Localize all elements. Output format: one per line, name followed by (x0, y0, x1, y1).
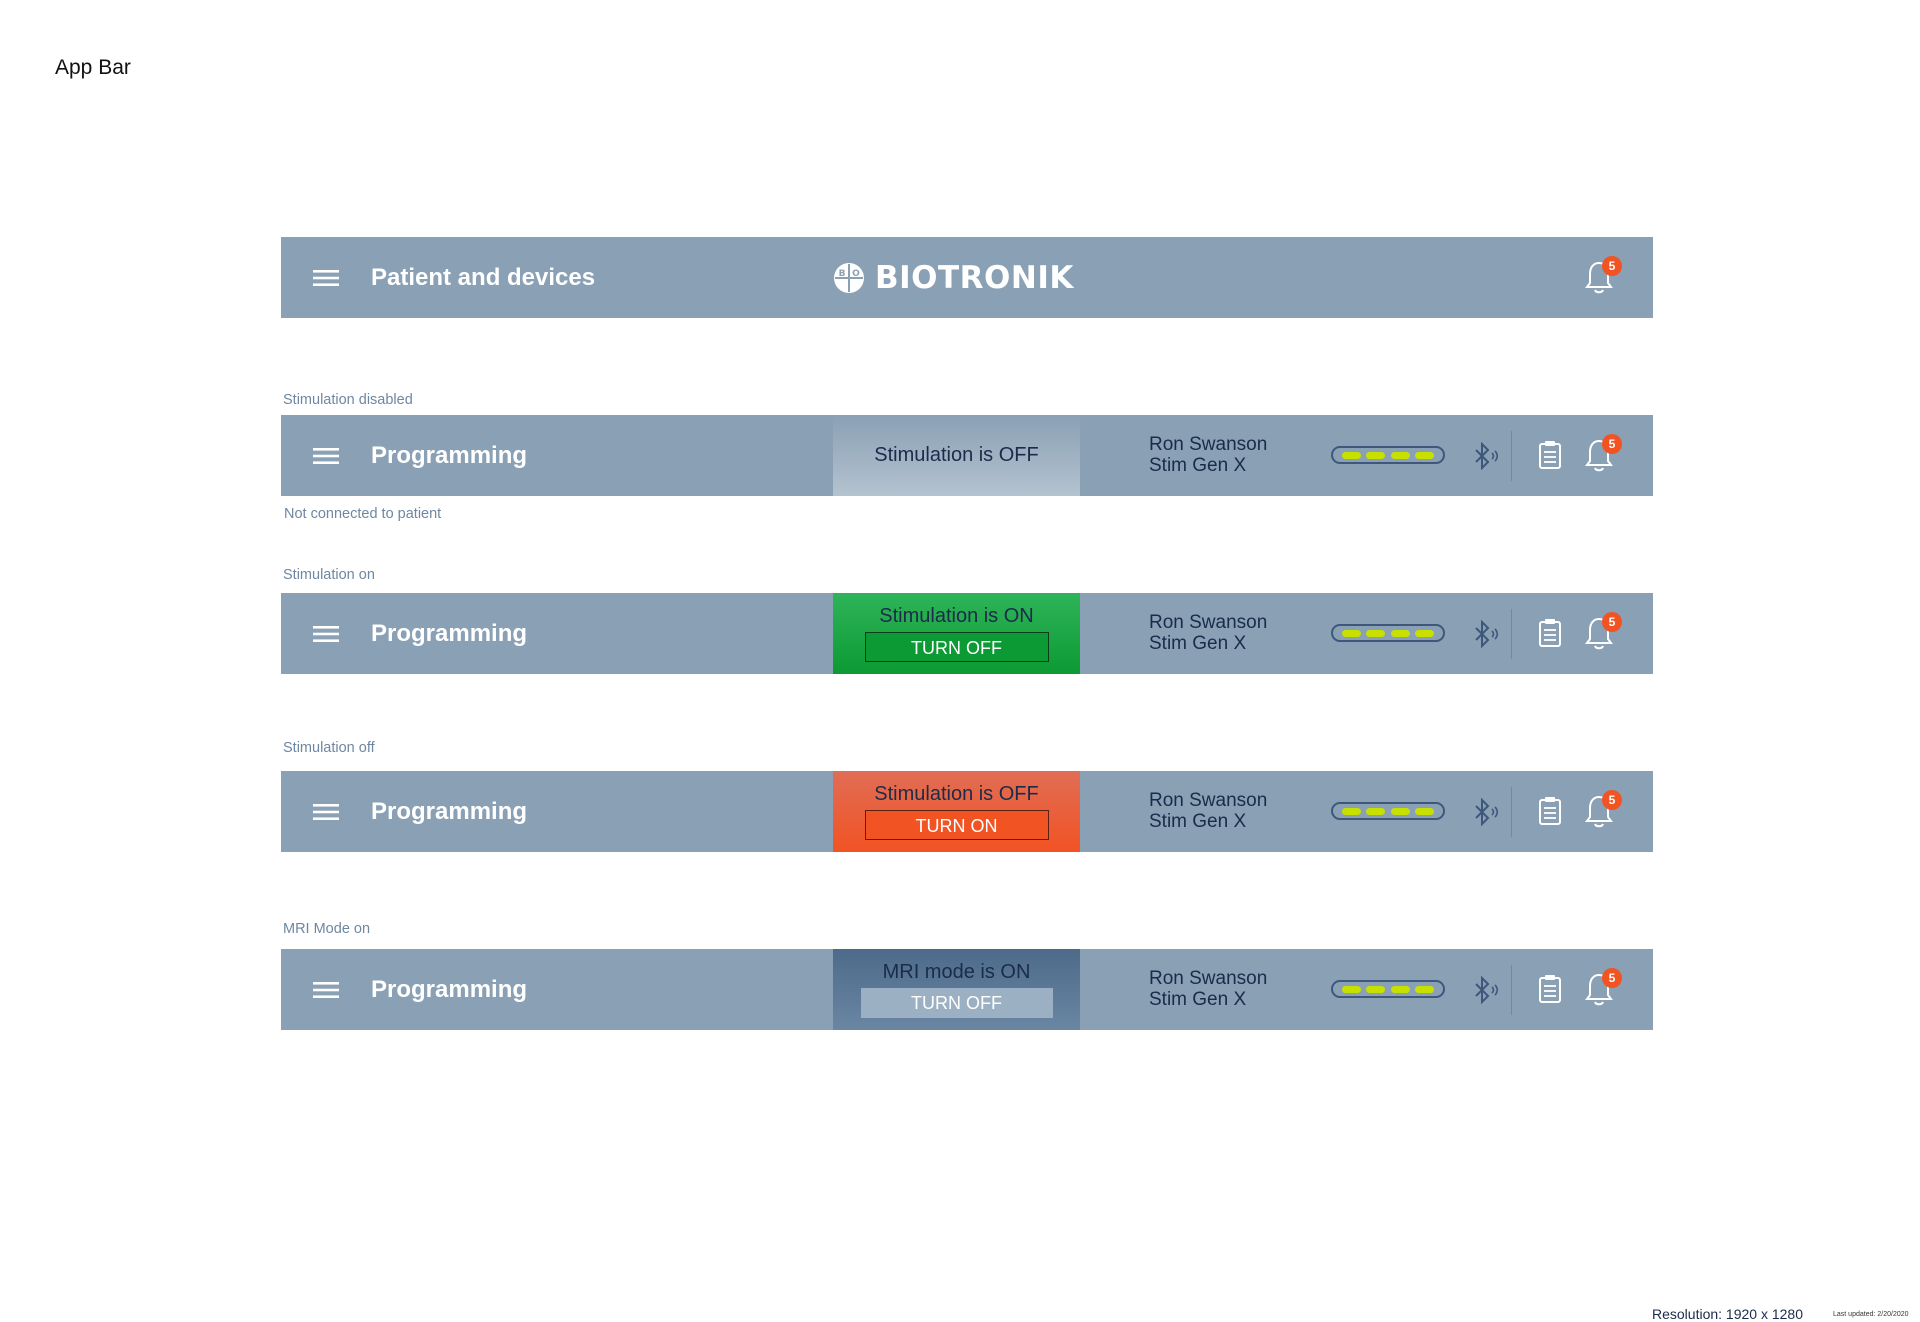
notifications-button[interactable] (1584, 434, 1620, 474)
notification-badge: 5 (1602, 612, 1622, 632)
variant-label: MRI Mode on (283, 921, 371, 937)
battery-cell (1342, 986, 1361, 993)
menu-icon (313, 802, 339, 822)
bluetooth-icon[interactable] (1470, 442, 1500, 470)
battery-cell (1366, 452, 1385, 459)
turn-off-button[interactable]: TURN OFF (865, 632, 1049, 662)
battery-cell (1415, 630, 1434, 637)
app-bar-stimulation-off (281, 771, 1653, 852)
notifications-button[interactable] (1584, 256, 1620, 296)
connection-note: Not connected to patient (284, 506, 442, 522)
bar-title: Programming (371, 798, 528, 825)
device-name: Stim Gen X (1149, 633, 1247, 654)
battery-cell (1391, 986, 1410, 993)
stimulation-status-text: Stimulation is OFF (874, 783, 1039, 805)
page-title: App Bar (55, 56, 131, 79)
brand-name: BIOTRONIK (875, 260, 1074, 296)
biotronik-logo-mark-icon (833, 262, 865, 294)
bluetooth-icon[interactable] (1470, 798, 1500, 826)
variant-label: Stimulation on (283, 567, 375, 583)
clipboard-icon[interactable] (1538, 796, 1562, 826)
divider (1511, 431, 1512, 481)
battery-cell (1342, 452, 1361, 459)
battery-cell (1415, 986, 1434, 993)
patient-info (1149, 612, 1267, 654)
app-bar-stimulation-on (281, 593, 1653, 674)
bar-title: Programming (371, 976, 528, 1003)
menu-button[interactable] (304, 256, 348, 300)
battery-cell (1391, 452, 1410, 459)
battery-indicator (1331, 624, 1445, 642)
bluetooth-icon[interactable] (1470, 620, 1500, 648)
resolution-note: Resolution: 1920 x 1280 (1652, 1306, 1803, 1322)
clipboard-icon[interactable] (1538, 440, 1562, 470)
notification-badge: 5 (1602, 434, 1622, 454)
app-bar-stimulation-disabled (281, 415, 1653, 496)
notifications-button[interactable] (1584, 968, 1620, 1008)
biotronik-logo (833, 259, 1074, 297)
notification-badge: 5 (1602, 790, 1622, 810)
battery-cell (1366, 986, 1385, 993)
menu-button[interactable] (304, 790, 348, 834)
stimulation-status-text: Stimulation is ON (879, 605, 1034, 627)
stimulation-status-panel (833, 415, 1080, 496)
stimulation-status-text: Stimulation is OFF (874, 444, 1039, 466)
menu-icon (313, 624, 339, 644)
stimulation-status-panel (833, 771, 1080, 852)
divider (1511, 965, 1512, 1015)
bar-title: Programming (371, 442, 528, 469)
variant-label: Stimulation off (283, 740, 375, 756)
battery-cell (1342, 808, 1361, 815)
battery-cell (1391, 808, 1410, 815)
battery-indicator (1331, 802, 1445, 820)
battery-cell (1366, 808, 1385, 815)
app-bar-mri-mode-on (281, 949, 1653, 1030)
bar-title: Patient and devices (371, 264, 596, 291)
patient-name: Ron Swanson (1149, 434, 1268, 455)
device-name: Stim Gen X (1149, 811, 1247, 832)
last-updated-note: Last updated: 2/20/2020 (1833, 1311, 1909, 1318)
clipboard-icon[interactable] (1538, 974, 1562, 1004)
turn-off-mri-button[interactable]: TURN OFF (861, 988, 1053, 1018)
battery-indicator (1331, 980, 1445, 998)
battery-cell (1415, 452, 1434, 459)
svg-text:B: B (838, 269, 846, 279)
divider (1511, 609, 1512, 659)
patient-name: Ron Swanson (1149, 612, 1268, 633)
battery-cell (1366, 630, 1385, 637)
variant-label: Stimulation disabled (283, 392, 413, 408)
bar-title: Programming (371, 620, 528, 647)
menu-button[interactable] (304, 968, 348, 1012)
battery-indicator (1331, 446, 1445, 464)
device-name: Stim Gen X (1149, 455, 1247, 476)
app-bar-header (281, 237, 1653, 318)
battery-cell (1342, 630, 1361, 637)
turn-on-button[interactable]: TURN ON (865, 810, 1049, 840)
mri-status-panel (833, 949, 1080, 1030)
notification-badge: 5 (1602, 968, 1622, 988)
notifications-button[interactable] (1584, 790, 1620, 830)
notifications-button[interactable] (1584, 612, 1620, 652)
menu-button[interactable] (304, 434, 348, 478)
battery-cell (1415, 808, 1434, 815)
menu-icon (313, 268, 339, 288)
mri-status-text: MRI mode is ON (882, 961, 1031, 983)
divider (1511, 787, 1512, 837)
battery-cell (1391, 630, 1410, 637)
notification-badge: 5 (1602, 256, 1622, 276)
patient-info (1149, 434, 1267, 476)
patient-info (1149, 968, 1267, 1010)
device-name: Stim Gen X (1149, 989, 1247, 1010)
menu-icon (313, 446, 339, 466)
stimulation-status-panel (833, 593, 1080, 674)
patient-name: Ron Swanson (1149, 968, 1268, 989)
menu-button[interactable] (304, 612, 348, 656)
bluetooth-icon[interactable] (1470, 976, 1500, 1004)
patient-name: Ron Swanson (1149, 790, 1268, 811)
clipboard-icon[interactable] (1538, 618, 1562, 648)
svg-text:O: O (852, 269, 860, 279)
menu-icon (313, 980, 339, 1000)
patient-info (1149, 790, 1267, 832)
